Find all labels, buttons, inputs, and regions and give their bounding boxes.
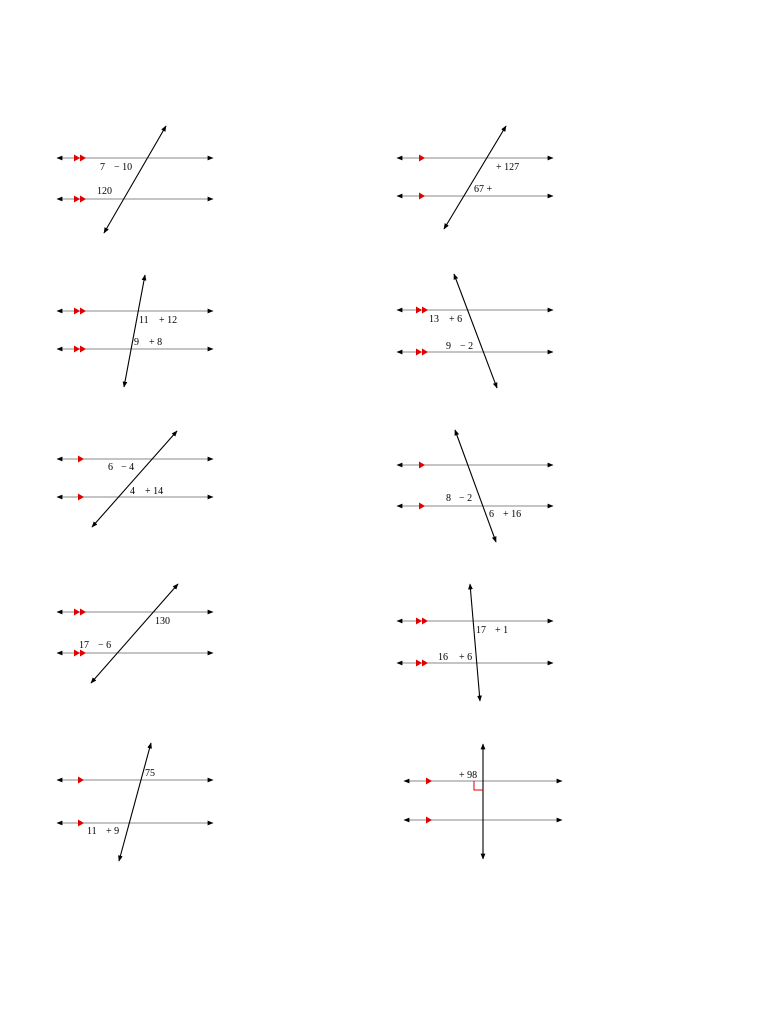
parallel-marker-icon	[74, 308, 86, 315]
problem-3	[57, 275, 213, 387]
angle-label: + 98	[459, 770, 478, 781]
transversal-line	[104, 126, 166, 233]
parallel-marker-icon	[74, 155, 86, 162]
angle-label: + 127	[496, 162, 520, 173]
problem-8	[397, 584, 553, 701]
parallel-marker-icon	[416, 307, 428, 314]
parallel-marker-icon	[419, 462, 425, 469]
transversal-line	[470, 584, 480, 701]
angle-label: + 8	[149, 337, 163, 348]
angle-label: 120	[97, 186, 112, 197]
problem-10	[404, 744, 562, 859]
angle-label: 130	[155, 616, 170, 627]
transversal-line	[124, 275, 145, 387]
angle-label: − 2	[459, 493, 473, 504]
parallel-marker-icon	[419, 503, 425, 510]
angle-label: 7	[100, 162, 105, 173]
angle-label: + 16	[503, 509, 522, 520]
angle-label: 4	[130, 486, 135, 497]
angle-label: − 10	[114, 162, 133, 173]
angle-label: − 4	[121, 462, 135, 473]
parallel-marker-icon	[78, 494, 84, 501]
angle-label: 67 +	[474, 184, 493, 195]
right-angle-icon	[474, 781, 483, 790]
problem-4	[397, 274, 553, 388]
transversal-line	[119, 743, 151, 861]
parallel-marker-icon	[419, 193, 425, 200]
angle-label: 6	[108, 462, 113, 473]
angle-label: 11	[139, 315, 149, 326]
angle-label: 8	[446, 493, 451, 504]
angle-label: 75	[145, 768, 155, 779]
angle-label: 11	[87, 826, 97, 837]
parallel-marker-icon	[426, 778, 432, 785]
problem-2	[397, 126, 553, 229]
angle-label: + 6	[449, 314, 463, 325]
problem-9	[57, 743, 213, 861]
angle-label: + 14	[145, 486, 164, 497]
angle-label: − 2	[460, 341, 474, 352]
angle-label: 9	[134, 337, 139, 348]
parallel-marker-icon	[416, 618, 428, 625]
angle-label: 9	[446, 341, 451, 352]
transversal-line	[454, 274, 497, 388]
angle-label: 17	[476, 625, 486, 636]
parallel-marker-icon	[74, 196, 86, 203]
parallel-marker-icon	[78, 820, 84, 827]
parallel-marker-icon	[74, 346, 86, 353]
angle-label: + 6	[459, 652, 473, 663]
transversal-line	[92, 431, 177, 527]
parallel-marker-icon	[74, 609, 86, 616]
angle-label: 16	[438, 652, 448, 663]
transversal-line	[455, 430, 496, 542]
angle-label: 6	[489, 509, 494, 520]
parallel-marker-icon	[416, 660, 428, 667]
parallel-marker-icon	[419, 155, 425, 162]
angle-label: − 6	[98, 640, 112, 651]
transversal-line	[91, 584, 178, 683]
transversal-line	[444, 126, 506, 229]
angle-label: + 1	[495, 625, 509, 636]
angle-label: + 9	[106, 826, 120, 837]
parallel-marker-icon	[416, 349, 428, 356]
angle-label: + 12	[159, 315, 178, 326]
problem-5	[57, 431, 213, 527]
parallel-marker-icon	[426, 817, 432, 824]
angle-label: 13	[429, 314, 439, 325]
parallel-marker-icon	[78, 777, 84, 784]
problem-6	[397, 430, 553, 542]
problem-1	[57, 126, 213, 233]
problem-7	[57, 584, 213, 683]
parallel-marker-icon	[78, 456, 84, 463]
angle-label: 17	[79, 640, 89, 651]
